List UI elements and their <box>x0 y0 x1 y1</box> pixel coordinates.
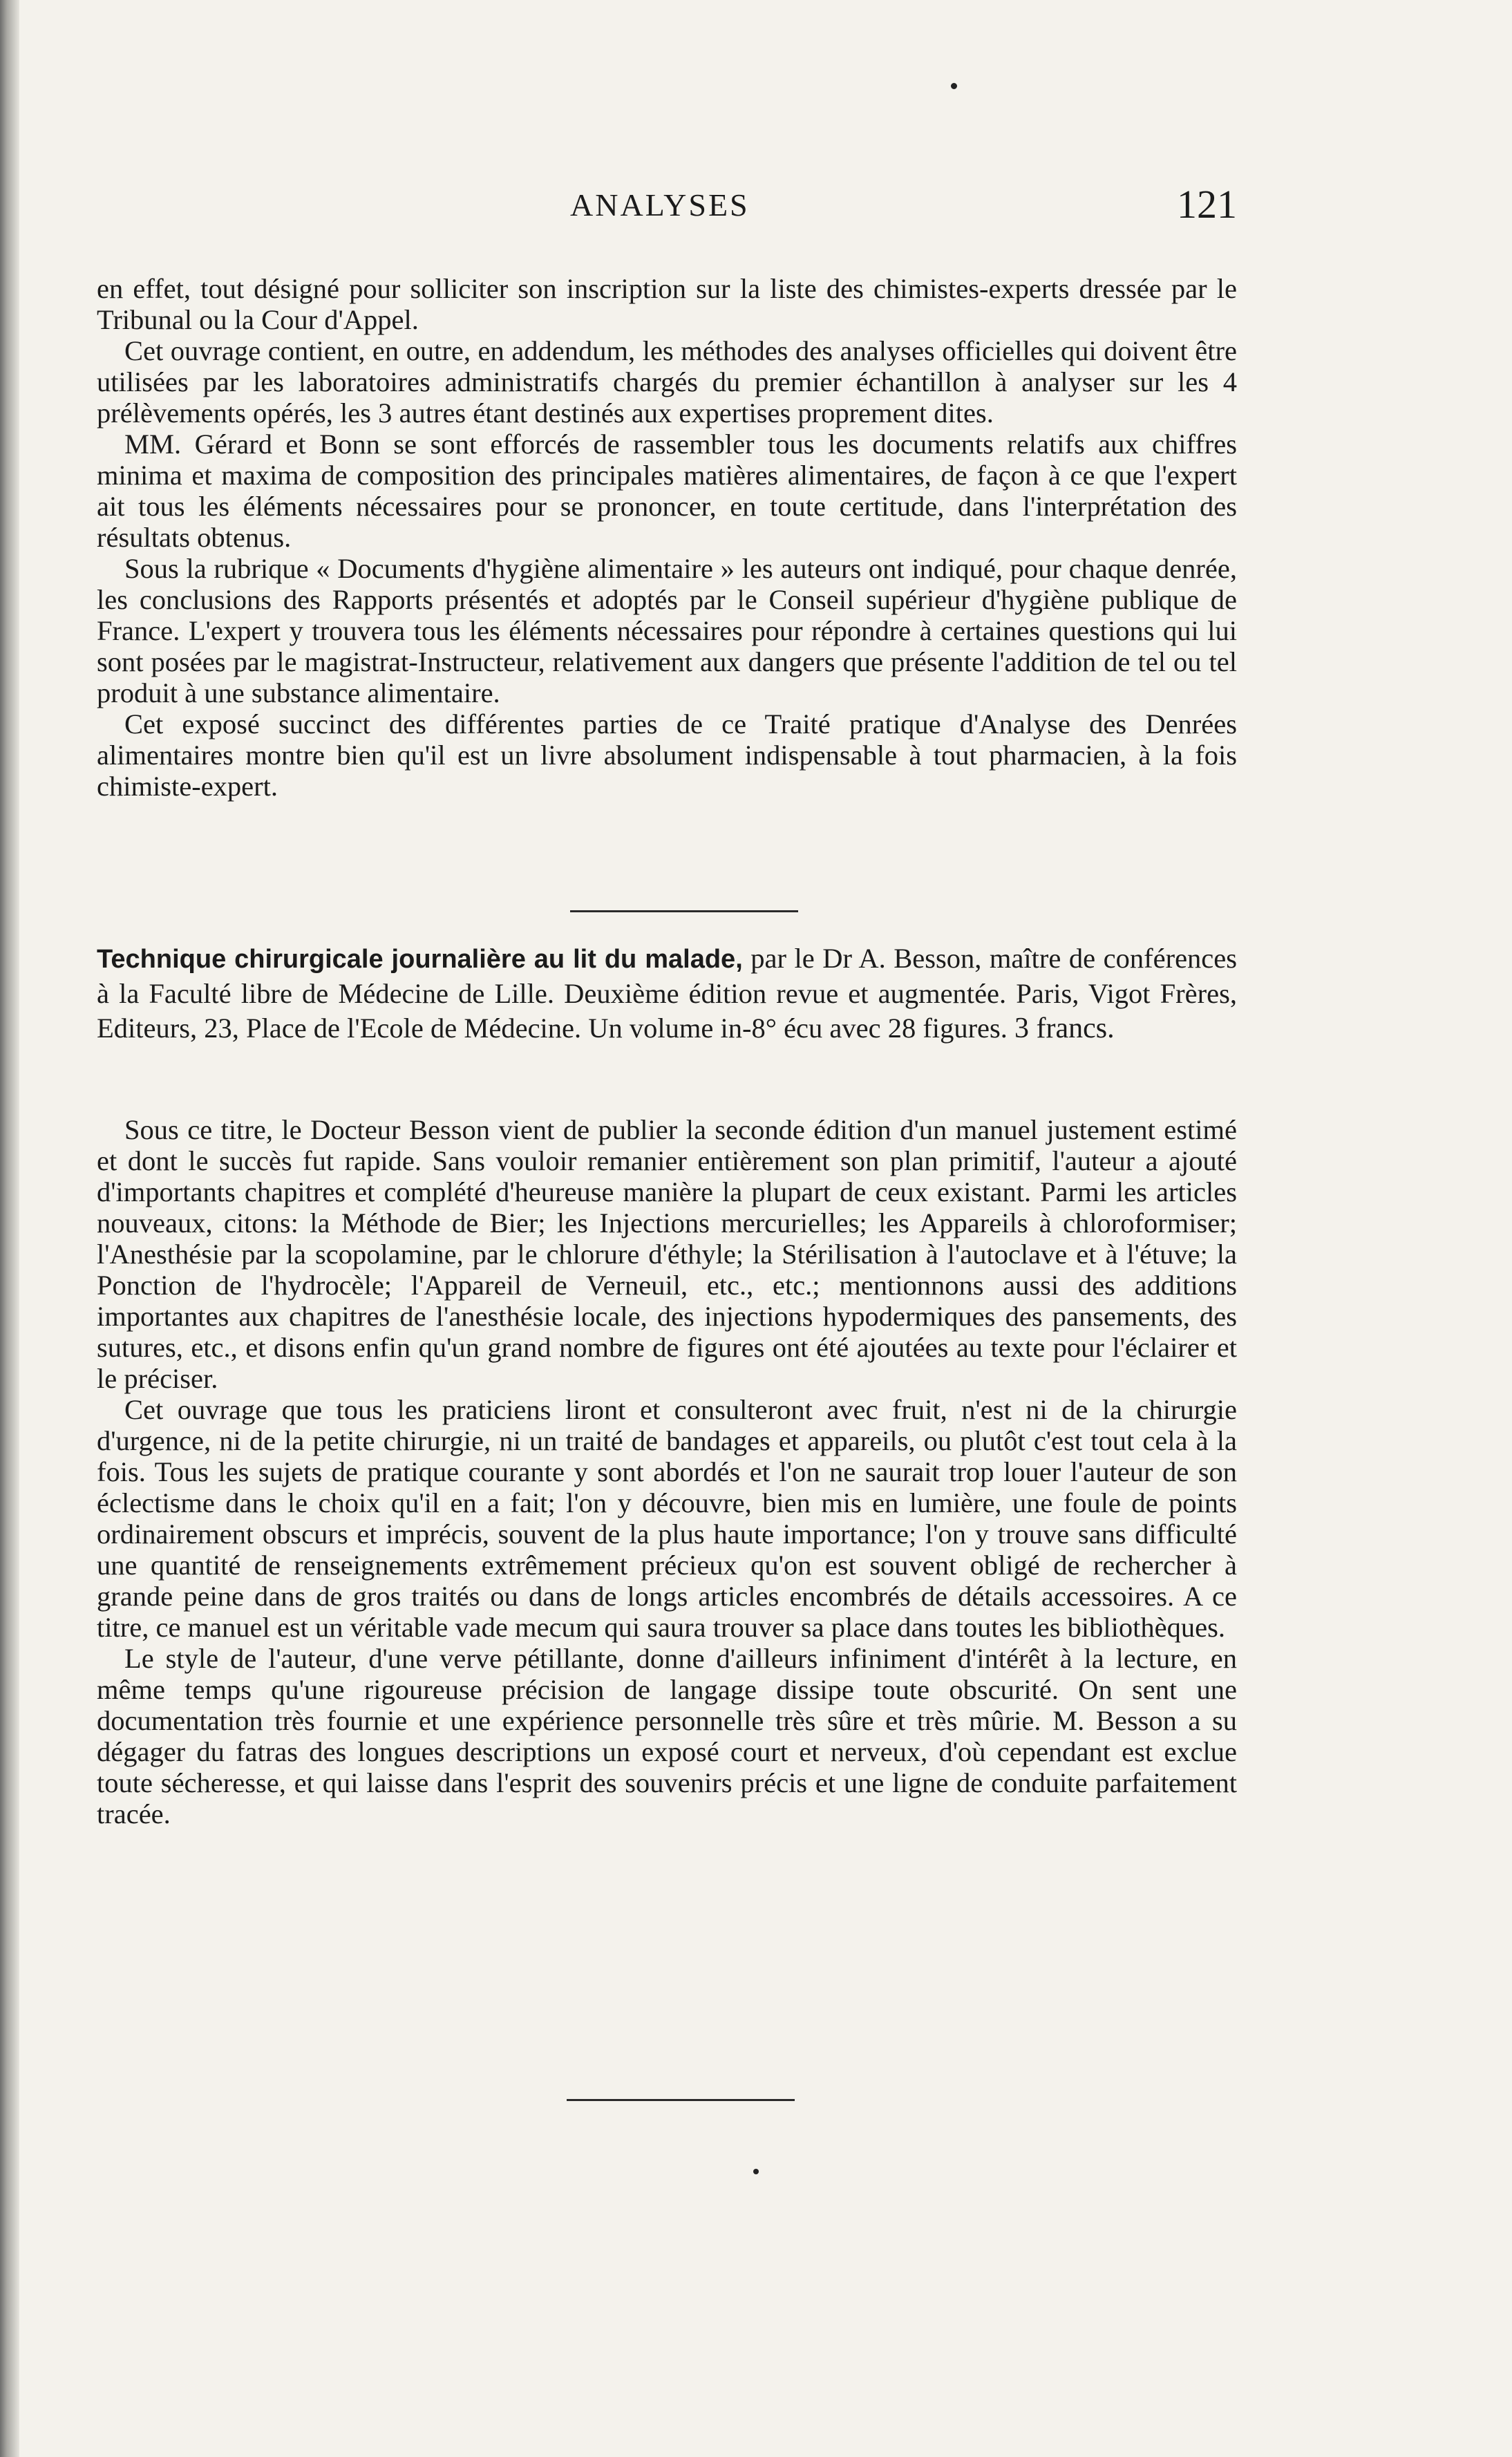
page-number: 121 <box>1177 182 1237 227</box>
review-byline: par le Dr A. Besson, maître de conférences à la Faculté libre de Médecine de Lille. Deuxième édition revue et augmentée. Paris, Vigot Frères, Editeurs, 23, Place de l'Ecole de Médecine. Un volume in-8° écu avec 28 figures. <box>97 943 1238 1044</box>
intro-paragraph-5: Cet exposé succinct des différentes parties de ce Traité pratique d'Analyse des Denrées alimentaires montre bien qu'il est un livre absolument indispensable à tout pharmacien, à la fois chimiste-expert. <box>97 708 1237 802</box>
page-edge-shadow <box>0 0 19 2457</box>
running-title: ANALYSES <box>570 187 750 223</box>
intro-paragraph-2: Cet ouvrage contient, en outre, en addendum, les méthodes des analyses officielles qui doivent être utilisées par les laboratoires administratifs chargés du premier échantillon à analyser sur les 4 prélèvements opérés, les 3 autres étant destinés aux expertises proprement dites. <box>97 335 1237 429</box>
review-heading-text <box>97 941 1237 1046</box>
intro-paragraph-1: en effet, tout désigné pour solliciter son inscription sur la liste des chimistes-experts dressée par le Tribunal ou la Cour d'Appel. <box>97 273 1237 335</box>
end-divider <box>567 2099 795 2101</box>
review-title: Technique chirurgicale journalière au lit du malade, <box>97 945 743 974</box>
section-divider <box>570 910 798 912</box>
review-paragraph-2: Cet ouvrage que tous les praticiens liront et consulteront avec fruit, n'est ni de la chirurgie d'urgence, ni de la petite chirurgie, ni un traité de bandages et appareils, ou plutôt c'est tout cela à la fois. Tous les sujets de pratique courante y sont abordés et l'on ne saurait trop louer l'auteur de son éclectisme dans le choix qu'il en a fait; l'on y découvre, bien mis en lumière, une foule de points ordinairement obscurs et imprécis, souvent de la plus haute importance; l'on y trouve sans difficulté une quantité de renseignements extrêmement précieux qu'on est souvent obligé de rechercher à grande peine dans de gros traités ou dans de longs articles encombrés de détails accessoires. A ce titre, ce manuel est un véritable vade mecum qui saura trouver sa place dans toutes les bibliothèques. <box>97 1394 1237 1643</box>
review-price: 3 francs. <box>1014 1013 1115 1044</box>
review-paragraph-3: Le style de l'auteur, d'une verve pétillante, donne d'ailleurs infiniment d'intérêt à la lecture, en même temps qu'une rigoureuse précision de langage dissipe toute obscurité. On sent une documentation très fournie et une expérience personnelle très sûre et très mûrie. M. Besson a su dégager du fatras des longues descriptions un exposé court et nerveux, d'où cependant est exclue toute sécheresse, et qui laisse dans l'esprit des souvenirs précis et une ligne de conduite parfaitement tracée. <box>97 1643 1237 1829</box>
review-heading <box>97 941 1237 1046</box>
ink-speck <box>951 83 957 89</box>
review-body <box>97 1114 1237 1829</box>
intro-paragraph-3: MM. Gérard et Bonn se sont efforcés de rassembler tous les documents relatifs aux chiffres minima et maxima de composition des principales matières alimentaires, de façon à ce que l'expert ait tous les éléments nécessaires pour se prononcer, en toute certitude, dans l'interprétation des résultats obtenus. <box>97 429 1237 553</box>
intro-paragraph-4: Sous la rubrique « Documents d'hygiène alimentaire » les auteurs ont indiqué, pour chaque denrée, les conclusions des Rapports présentés et adoptés par le Conseil supérieur d'hygiène publique de France. L'expert y trouvera tous les éléments nécessaires pour répondre à certaines questions qui lui sont posées par le magistrat-Instructeur, relativement aux dangers que présente l'addition de tel ou tel produit à une substance alimentaire. <box>97 553 1237 708</box>
intro-section <box>97 273 1237 802</box>
running-header <box>97 182 1237 242</box>
ink-speck <box>753 2169 759 2174</box>
review-paragraph-1: Sous ce titre, le Docteur Besson vient de publier la seconde édition d'un manuel justement estimé et dont le succès fut rapide. Sans vouloir remanier entièrement son plan primitif, l'auteur a ajouté d'importants chapitres et complété d'heureuse manière la plupart de ceux existant. Parmi les articles nouveaux, citons: la Méthode de Bier; les Injections mercurielles; les Appareils à chloroformiser; l'Anesthésie par la scopolamine, par le chlorure d'éthyle; la Stérilisation à l'autoclave et à l'étuve; la Ponction de l'hydrocèle; l'Appareil de Verneuil, etc., etc.; mentionnons aussi des additions importantes aux chapitres de l'anesthésie locale, des injections hypodermiques des pansements, des sutures, etc., et disons enfin qu'un grand nombre de figures ont été ajoutées au texte pour l'éclairer et le préciser. <box>97 1114 1237 1394</box>
